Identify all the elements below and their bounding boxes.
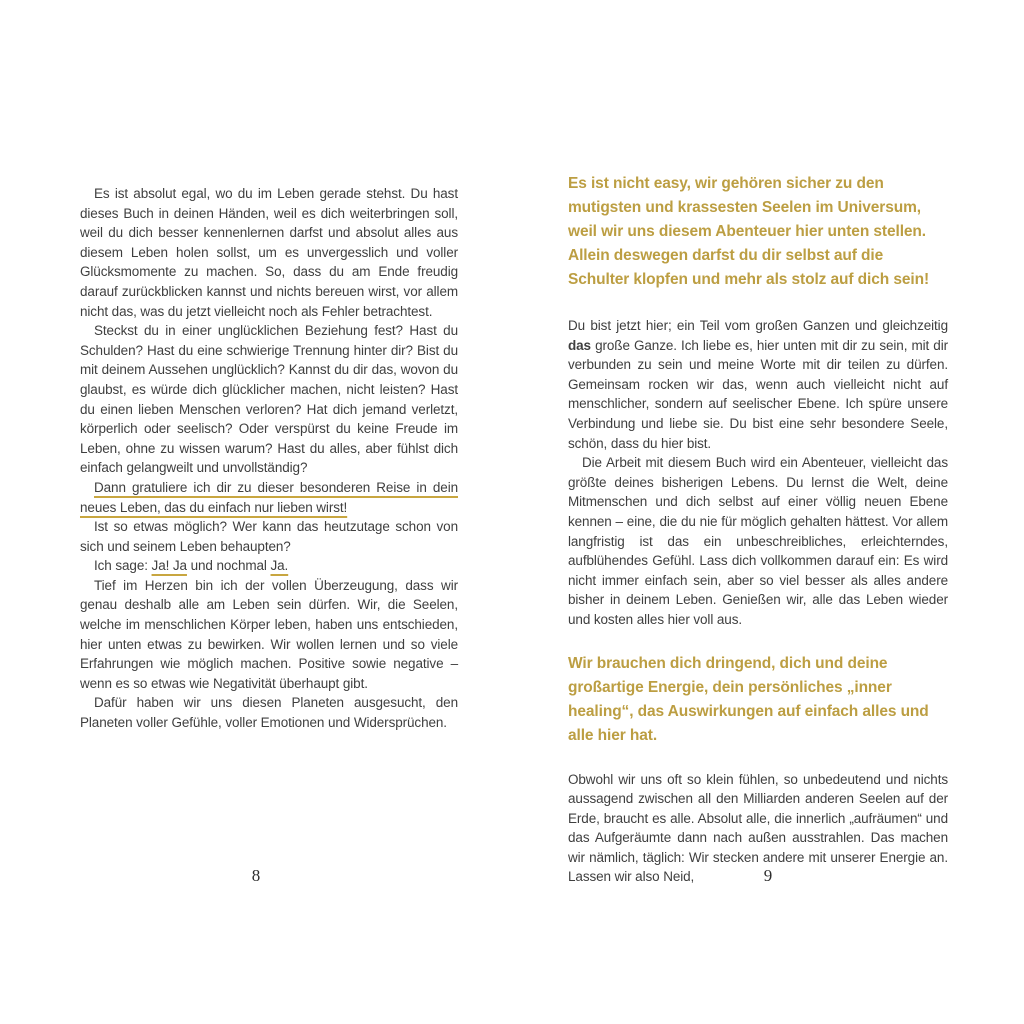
paragraph: Dafür haben wir uns diesen Planeten ausgesucht, den Planeten voller Gefühle, voller Emotionen und Widersprüchen.: [80, 695, 458, 731]
paragraph: Obwohl wir uns oft so klein fühlen, so unbedeutend und nichts aussagend zwischen all den Milliarden anderen Seelen auf der Erde, braucht es alle. Absolut alle, die innerlich „aufräumen“ und das Aufgeräumte dann nach außen ausstrahlen. Das machen wir nämlich, täglich: Wir stecken andere mit unserer Energie an. Lassen wir also Neid,: [568, 771, 948, 885]
paragraph: [80, 556, 458, 576]
paragraph: Steckst du in einer unglücklichen Beziehung fest? Hast du Schulden? Hast du eine schwierige Trennung hinter dir? Bist du mit deinem Aussehen unglücklich? Kannst du dir das, wovon du glaubst, es würde dich glücklicher machen, nicht leisten? Hast du einen lieben Menschen verloren? Hat dich jemand verletzt, körperlich oder seelisch? Oder verspürst du keine Freude im Leben, ohne zu wissen warum? Hast du alles, aber fühlst dich einfach gelangweilt und unvollständig?: [80, 323, 458, 476]
underlined-passage: Ja.: [270, 558, 289, 574]
paragraph: [568, 316, 948, 453]
text-segment: Ich sage:: [94, 558, 152, 574]
paragraph-highlighted: [80, 478, 458, 517]
paragraph: Es ist absolut egal, wo du im Leben gerade stehst. Du hast dieses Buch in deinen Händen, weil es dich weiterbringen soll, weil du dich besser kennenlernen darfst und absolut alles aus diesem Leben holen sollst, um es unvergesslich und voller Glücksmomente zu machen. So, dass du am Ende freudig darauf zurückblicken kannst und nichts bereuen wirst, vor allem nicht das, was du jetzt vielleicht noch als Fehler betrachtest.: [80, 186, 458, 319]
page-number-right: 9: [763, 866, 773, 885]
emphasized-word: das: [568, 337, 591, 353]
text-segment: Du bist jetzt hier; ein Teil vom großen Ganzen und gleichzeitig: [568, 318, 948, 333]
underlined-passage: Ja! Ja: [151, 558, 187, 574]
left-text-column: [80, 184, 458, 733]
text-segment: und nochmal: [186, 558, 271, 574]
underlined-passage: Dann gratuliere ich dir zu dieser besonderen Reise in dein neues Leben, das du einfach nur lieben wirst!: [80, 479, 458, 515]
paragraph: Ist so etwas möglich? Wer kann das heutzutage schon von sich und seinem Leben behaupten?: [80, 519, 458, 554]
text-segment: große Ganze. Ich liebe es, hier unten mit dir zu sein, mit dir verbunden zu sein und meine Worte mit dir teilen zu dürfen. Gemeinsam rocken wir das, wenn auch vielleicht nicht auf menschlicher, sondern auf seelischer Ebene. Ich spüre unsere Verbindung und liebe sie. Du bist eine sehr besondere Seele, schön, dass du hier bist.: [568, 337, 948, 451]
pull-quote-heading: Wir brauchen dich dringend, dich und deine großartige Energie, dein persönliches „inner healing“, das Auswirkungen auf einfach alles und alle hier hat.: [568, 654, 929, 744]
paragraph: Tief im Herzen bin ich der vollen Überzeugung, dass wir genau deshalb alle am Leben sein dürfen. Wir, die Seelen, welche im menschlichen Körper leben, haben uns entschieden, hier unten etwas zu bewirken. Wir wollen lernen und so viele Erfahrungen wie möglich machen. Positive sowie negative – wenn es so etwas wie Negativität überhaupt gibt.: [80, 577, 458, 691]
page-number-left: 8: [251, 866, 261, 885]
right-text-column: [568, 172, 948, 887]
paragraph: Die Arbeit mit diesem Buch wird ein Abenteuer, vielleicht das größte deines bisherigen Lebens. Du lernst die Welt, deine Mitmenschen und dich selbst auf einer völlig neuen Ebene kennen – eine, die du nie für möglich gehalten hättest. Vor allem langfristig ist das ein unbeschreibliches, erleichterndes, aufblühendes Gefühl. Lass dich vollkommen darauf ein: Es wird nicht immer einfach sein, aber so viel besser als alles andere bisher in deinem Leben. Genießen wir, alle das Leben wieder und kosten alles hier voll aus.: [568, 455, 948, 627]
pull-quote-heading: Es ist nicht easy, wir gehören sicher zu den mutigsten und krassesten Seelen im Universum, weil wir uns diesem Abenteuer hier unten stellen. Allein deswegen darfst du dir selbst auf die Schulter klopfen und mehr als stolz auf dich sein!: [568, 175, 930, 288]
